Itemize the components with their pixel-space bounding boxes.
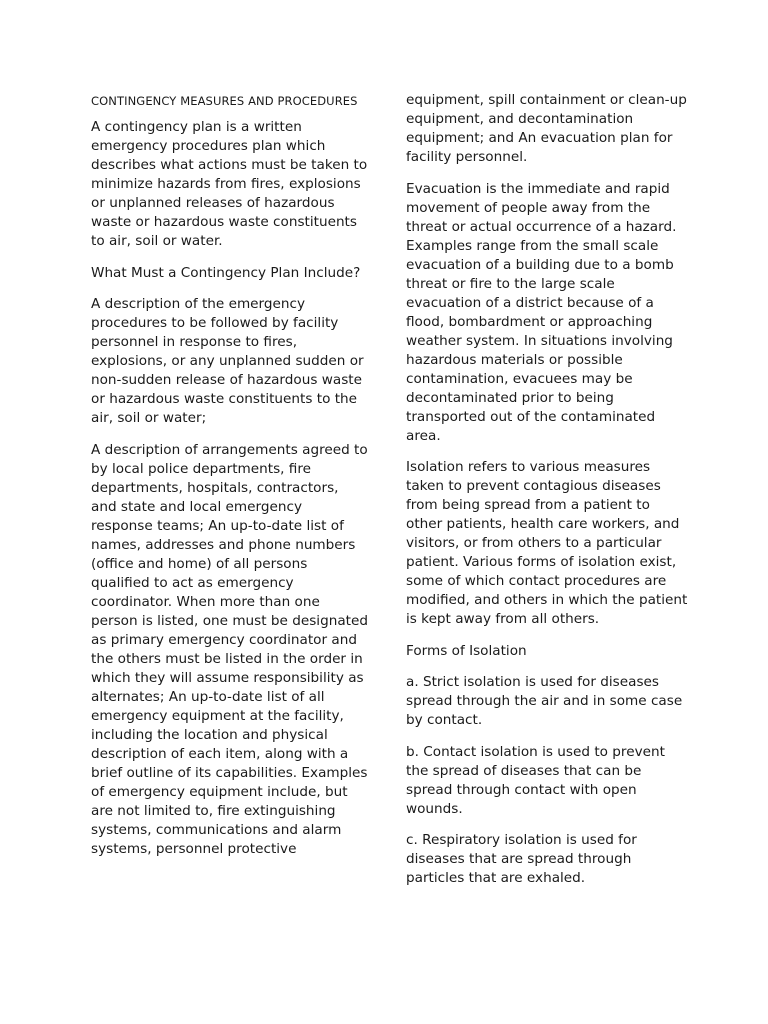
section-heading: CONTINGENCY MEASURES AND PROCEDURES: [91, 94, 358, 108]
right-column: [406, 92, 688, 901]
paragraph-equipment-continued: equipment, spill containment or clean-up equipment, and decontamination equipment; and An evacuation plan for facility personnel.: [406, 92, 687, 165]
paragraph-contingency-plan-definition: A contingency plan is a written emergency procedures plan which describes what actions must be taken to minimize hazards from fires, explosions or unplanned releases of hazardous waste or hazardous waste constituents to air, soil or water.: [91, 119, 368, 249]
paragraph-emergency-procedures: A description of the emergency procedures to be followed by facility personnel in response to fires, explosions, or any unplanned sudden or non-sudden release of hazardous waste or hazardous waste constituents to the air, soil or water;: [91, 296, 364, 426]
left-column: [91, 92, 368, 871]
paragraph-forms-of-isolation: Forms of Isolation: [406, 642, 527, 659]
paragraph-evacuation: Evacuation is the immediate and rapid movement of people away from the threat or actual occurrence of a hazard. Examples range from the small scale evacuation of a building due to a bomb threat or fire to the large scale evacuation of a district because of a flood, bombardment or approaching weather system. In situations involving hazardous materials or possible contamination, evacuees may be decontaminated prior to being transported out of the contaminated area.: [406, 180, 677, 444]
paragraph-strict-isolation: a. Strict isolation is used for diseases spread through the air and in some case by contact.: [406, 674, 683, 728]
paragraph-arrangements: A description of arrangements agreed to by local police departments, fire departments, hospitals, contractors, and state and local emergency response teams; An up-to-date list of names, addresses and phone numbers (office and home) of all persons qualified to act as emergency coordinator. When more than one person is listed, one must be designated as primary emergency coordinator and the others must be listed in the order in which they will assume responsibility as alternates; An up-to-date list of all emergency equipment at the facility, including the location and physical description of each item, along with a brief outline of its capabilities. Examples of emergency equipment include, but are not limited to, fire extinguishing systems, communications and alarm systems, personnel protective: [91, 441, 368, 857]
paragraph-contact-isolation: b. Contact isolation is used to prevent the spread of diseases that can be spread through contact with open wounds.: [406, 743, 665, 817]
paragraph-question: What Must a Contingency Plan Include?: [91, 264, 361, 281]
paragraph-isolation: Isolation refers to various measures taken to prevent contagious diseases from being spread from a patient to other patients, health care workers, and visitors, or from others to a particular patient. Various forms of isolation exist, some of which contact procedures are modified, and others in which the patient is kept away from all others.: [406, 459, 688, 627]
paragraph-respiratory-isolation: c. Respiratory isolation is used for diseases that are spread through particles that are exhaled.: [406, 832, 637, 886]
